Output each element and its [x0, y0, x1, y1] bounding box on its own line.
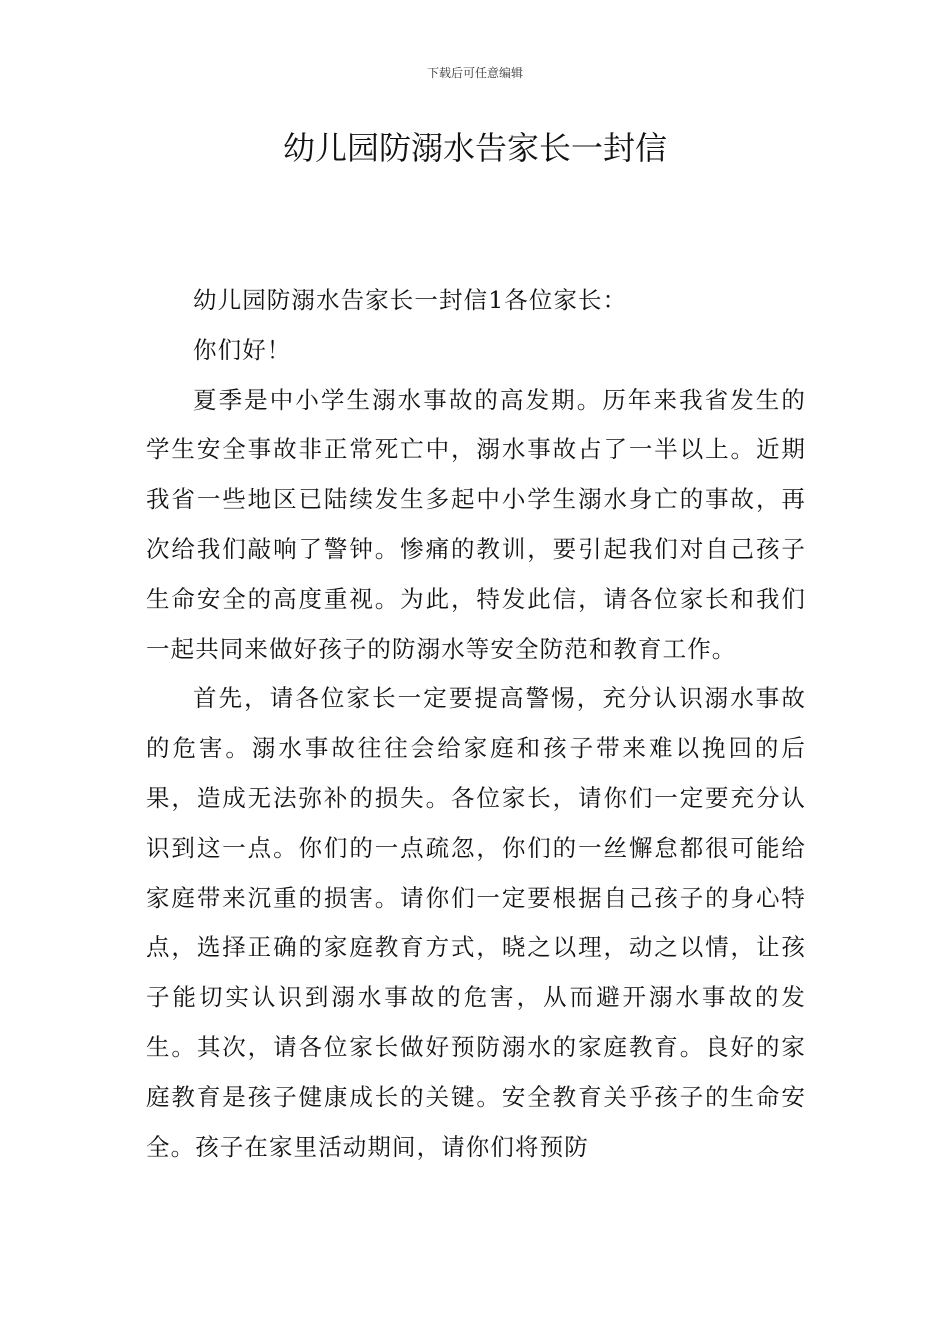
document-title: 幼儿园防溺水告家长一封信	[282, 129, 667, 167]
header-note: 下载后可任意编辑	[426, 66, 523, 80]
salutation-line: 你们好！	[193, 335, 292, 364]
body-paragraph: 夏季是中小学生溺水事故的高发期。历年来我省发生的学生安全事故非正常死亡中，溺水事故占了一半以上。近期我省一些地区已陆续发生多起中小学生溺水身亡的事故，再次给我们敲响了警钟。惨痛的教训，要引起我们对自己孩子生命安全的高度重视。为此，特发此信，请各位家长和我们一起共同来做好孩子的防溺水等安全防范和教育工作。	[146, 385, 806, 663]
document-body	[146, 276, 806, 1172]
body-paragraph: 首先，请各位家长一定要提高警惕，充分认识溺水事故的危害。溺水事故往往会给家庭和孩子带来难以挽回的后果，造成无法弥补的损失。各位家长，请你们一定要充分认识到这一点。你们的一点疏忽，你们的一丝懈怠都很可能给家庭带来沉重的损害。请你们一定要根据自己孩子的身心特点，选择正确的家庭教育方式，晓之以理，动之以情，让孩子能切实认识到溺水事故的危害，从而避开溺水事故的发生。其次，请各位家长做好预防溺水的家庭教育。良好的家庭教育是孩子健康成长的关键。安全教育关乎孩子的生命安全。孩子在家里活动期间，请你们将预防	[146, 684, 806, 1161]
greeting-line: 幼儿园防溺水告家长一封信1各位家长：	[193, 286, 628, 314]
